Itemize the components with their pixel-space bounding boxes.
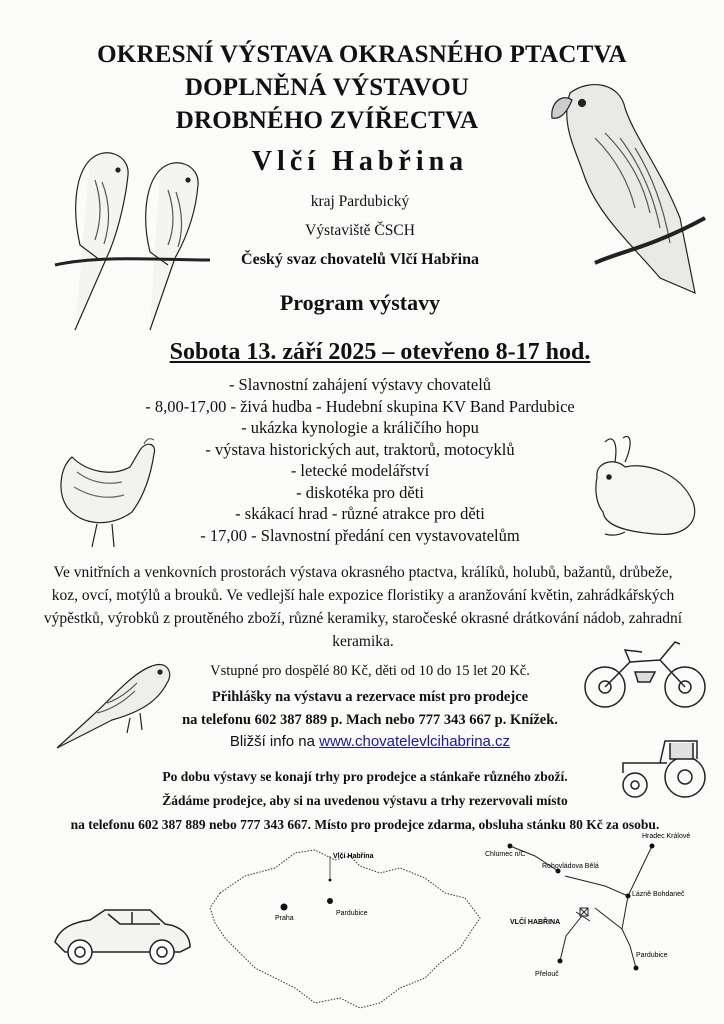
map-label-vlci: Vlčí Habřina <box>333 853 374 860</box>
map-label-praha: Praha <box>275 915 294 922</box>
map-label-pardubice: Pardubice <box>636 952 668 959</box>
program-heading: Program výstavy <box>279 290 441 315</box>
title-line-3: DROBNÉHO ZVÍŘECTVA <box>175 107 479 134</box>
market-line-2: Žádáme prodejce, aby si na uvedenou výstavu a trhy rezervovali místo <box>162 793 568 808</box>
budgerigars-illustration <box>50 140 220 335</box>
entry-fee: Vstupné pro dospělé 80 Kč, děti od 10 do 15 let 20 Kč. <box>210 663 530 679</box>
program-item: - ukázka kynologie a králičího hopu <box>241 418 479 437</box>
czech-map <box>200 838 485 1018</box>
map-label-vlci: VLČÍ HABŘINA <box>510 919 561 926</box>
program-item: - skákací hrad - různé atrakce pro děti <box>235 504 485 523</box>
car-illustration <box>50 902 195 972</box>
local-map <box>480 826 710 1016</box>
map-label-prelouc: Přelouč <box>535 971 559 978</box>
map-label-lazne: Lázně Bohdaneč <box>632 891 685 898</box>
finch-illustration <box>52 658 177 753</box>
hen-illustration <box>52 432 162 550</box>
town-name: Vlčí Habřina <box>251 146 469 177</box>
applications <box>140 686 600 732</box>
program-list <box>100 374 620 546</box>
market-line-3: na telefonu 602 387 889 nebo 777 343 667. Místo pro prodejce zdarma, obsluha stánku 80 Kč za osobu. <box>70 817 660 832</box>
motorcycle-illustration <box>580 632 710 712</box>
parrot-illustration <box>540 78 710 303</box>
map-label-hradec: Hradec Králové <box>642 833 691 840</box>
program-item: - diskotéka pro děti <box>296 482 424 502</box>
date-line: Sobota 13. září 2025 – otevřeno 8-17 hod. <box>169 339 591 365</box>
organizer-text: Český svaz chovatelů Vlčí Habřina <box>241 251 479 268</box>
info-line <box>170 733 570 750</box>
map-label-rohovladova: Rohovládova Bělá <box>542 863 599 870</box>
program-item: - 8,00-17,00 - živá hudba - Hudební skupina KV Band Pardubice <box>145 396 575 416</box>
venue-text: Výstaviště ČSCH <box>305 222 415 239</box>
applications-line-2: na telefonu 602 387 889 p. Mach nebo 777 343 667 p. Knížek. <box>182 712 558 728</box>
map-label-chlumec: Chlumec n/C <box>485 851 526 858</box>
map-label-pardubice: Pardubice <box>336 910 368 917</box>
info-prefix: Bližší info na <box>229 733 320 750</box>
applications-line-1: Přihlášky na výstavu a rezervace míst pro prodejce <box>211 689 529 705</box>
rabbit-illustration <box>585 432 705 542</box>
market-line-1: Po dobu výstavy se konají trhy pro prodejce a stánkaře různého zboží. <box>162 769 568 784</box>
program-item: - letecké modelářství <box>290 461 430 480</box>
description-paragraph: Ve vnitřních a venkovních prostorách výstava okrasného ptactva, králíků, holubů, bažantů, drůbeže, koz, ovcí, motýlů a brouků. Ve vedlejší hale expozice floristiky a aranžování květin, zahrádkářských výpěstků, výrobků z proutěného zboží, různé keramiky, staročeské okrasné drátkování nádob, zahradní keramika. <box>43 564 683 650</box>
title-line-2: DOPLNĚNÁ VÝSTAVOU <box>184 74 470 101</box>
tractor-illustration <box>615 735 710 800</box>
region-text: kraj Pardubický <box>310 193 410 210</box>
czech-border <box>210 850 480 1008</box>
website-link[interactable]: www.chovatelevlcihabrina.cz <box>319 733 511 750</box>
program-item: - výstava historických aut, traktorů, motocyklů <box>205 439 515 459</box>
title-line-1: OKRESNÍ VÝSTAVA OKRASNÉHO PTACTVA <box>97 41 627 68</box>
program-item: - 17,00 - Slavnostní předání cen vystavovatelům <box>200 525 520 545</box>
program-item: - Slavnostní zahájení výstavy chovatelů <box>228 375 492 394</box>
